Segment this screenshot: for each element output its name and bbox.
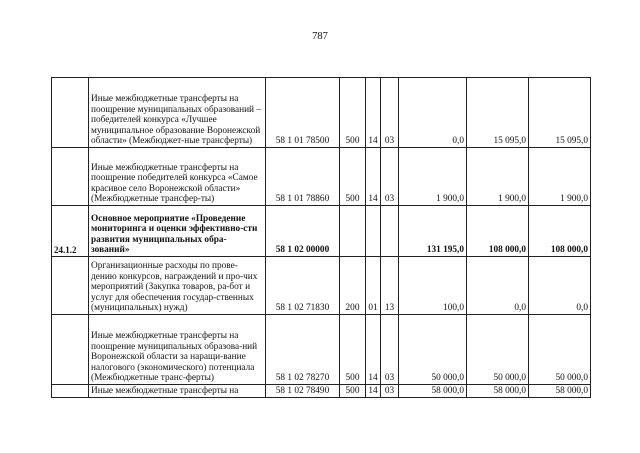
- budget-table: [51, 77, 591, 398]
- row-number-cell: [52, 78, 89, 148]
- amount-year2-cell: 108 000,0: [467, 206, 529, 257]
- amount-year3-cell: 50 000,0: [529, 315, 591, 385]
- subsection-cell: 03: [381, 385, 399, 398]
- amount-year3-cell: 1 900,0: [529, 148, 591, 206]
- section-cell: 14: [366, 78, 381, 148]
- section-cell: 14: [366, 315, 381, 385]
- amount-year1-cell: 100,0: [399, 257, 467, 315]
- expense-type-cell: 500: [340, 315, 366, 385]
- row-number-cell: [52, 315, 89, 385]
- section-cell: [366, 206, 381, 257]
- amount-year1-cell: 50 000,0: [399, 315, 467, 385]
- item-name-cell: Иные межбюджетные трансферты на: [89, 385, 266, 398]
- expense-type-cell: 500: [340, 385, 366, 398]
- expense-type-cell: 500: [340, 148, 366, 206]
- table-row: [52, 257, 591, 315]
- item-name-cell: Организационные расходы по прове-дению конкурсов, награждений и про-чих мероприятий (Закупка товаров, ра-бот и услуг для обеспечения государ-ственных (муниципальных) нужд): [89, 257, 266, 315]
- section-cell: 01: [366, 257, 381, 315]
- row-number-cell: [52, 257, 89, 315]
- amount-year2-cell: 15 095,0: [467, 78, 529, 148]
- row-number-cell: [52, 385, 89, 398]
- amount-year3-cell: 0,0: [529, 257, 591, 315]
- table-row: [52, 315, 591, 385]
- target-code-cell: 58 1 02 00000: [266, 206, 340, 257]
- target-code-cell: 58 1 02 78490: [266, 385, 340, 398]
- table-row: [52, 78, 591, 148]
- amount-year1-cell: 131 195,0: [399, 206, 467, 257]
- expense-type-cell: 200: [340, 257, 366, 315]
- expense-type-cell: 500: [340, 78, 366, 148]
- amount-year3-cell: 15 095,0: [529, 78, 591, 148]
- amount-year3-cell: 58 000,0: [529, 385, 591, 398]
- item-name-cell: Иные межбюджетные трансферты на поощрение муниципальных образований – победителей конкурса «Лучшее муниципальное образование Воронежской области» (Межбюджет-ные трансферты): [89, 78, 266, 148]
- target-code-cell: 58 1 02 71830: [266, 257, 340, 315]
- amount-year2-cell: 58 000,0: [467, 385, 529, 398]
- item-name-cell: Основное мероприятие «Проведение мониторинга и оценки эффективно-сти развития муниципальных обра-зований»: [89, 206, 266, 257]
- row-number-cell: [52, 148, 89, 206]
- amount-year1-cell: 1 900,0: [399, 148, 467, 206]
- amount-year3-cell: 108 000,0: [529, 206, 591, 257]
- amount-year1-cell: 0,0: [399, 78, 467, 148]
- item-name-cell: Иные межбюджетные трансферты на поощрение муниципальных образова-ний Воронежской области за наращи-вание налогового (экономического) потенциала (Межбюджетные транс-ферты): [89, 315, 266, 385]
- target-code-cell: 58 1 02 78270: [266, 315, 340, 385]
- subsection-cell: 03: [381, 78, 399, 148]
- amount-year1-cell: 58 000,0: [399, 385, 467, 398]
- table-row-main-activity: [52, 206, 591, 257]
- section-cell: 14: [366, 385, 381, 398]
- section-cell: 14: [366, 148, 381, 206]
- page-number: 787: [312, 31, 328, 42]
- item-name-cell: Иные межбюджетные трансферты на поощрение победителей конкурса «Самое красивое село Воронежской области» (Межбюджетные трансфер-ты): [89, 148, 266, 206]
- subsection-cell: 03: [381, 148, 399, 206]
- subsection-cell: 03: [381, 315, 399, 385]
- subsection-cell: 13: [381, 257, 399, 315]
- table-row: [52, 148, 591, 206]
- amount-year2-cell: 50 000,0: [467, 315, 529, 385]
- table-row: [52, 385, 591, 398]
- target-code-cell: 58 1 01 78500: [266, 78, 340, 148]
- expense-type-cell: [340, 206, 366, 257]
- amount-year2-cell: 0,0: [467, 257, 529, 315]
- subsection-cell: [381, 206, 399, 257]
- row-number-cell: 24.1.2: [52, 206, 89, 257]
- amount-year2-cell: 1 900,0: [467, 148, 529, 206]
- target-code-cell: 58 1 01 78860: [266, 148, 340, 206]
